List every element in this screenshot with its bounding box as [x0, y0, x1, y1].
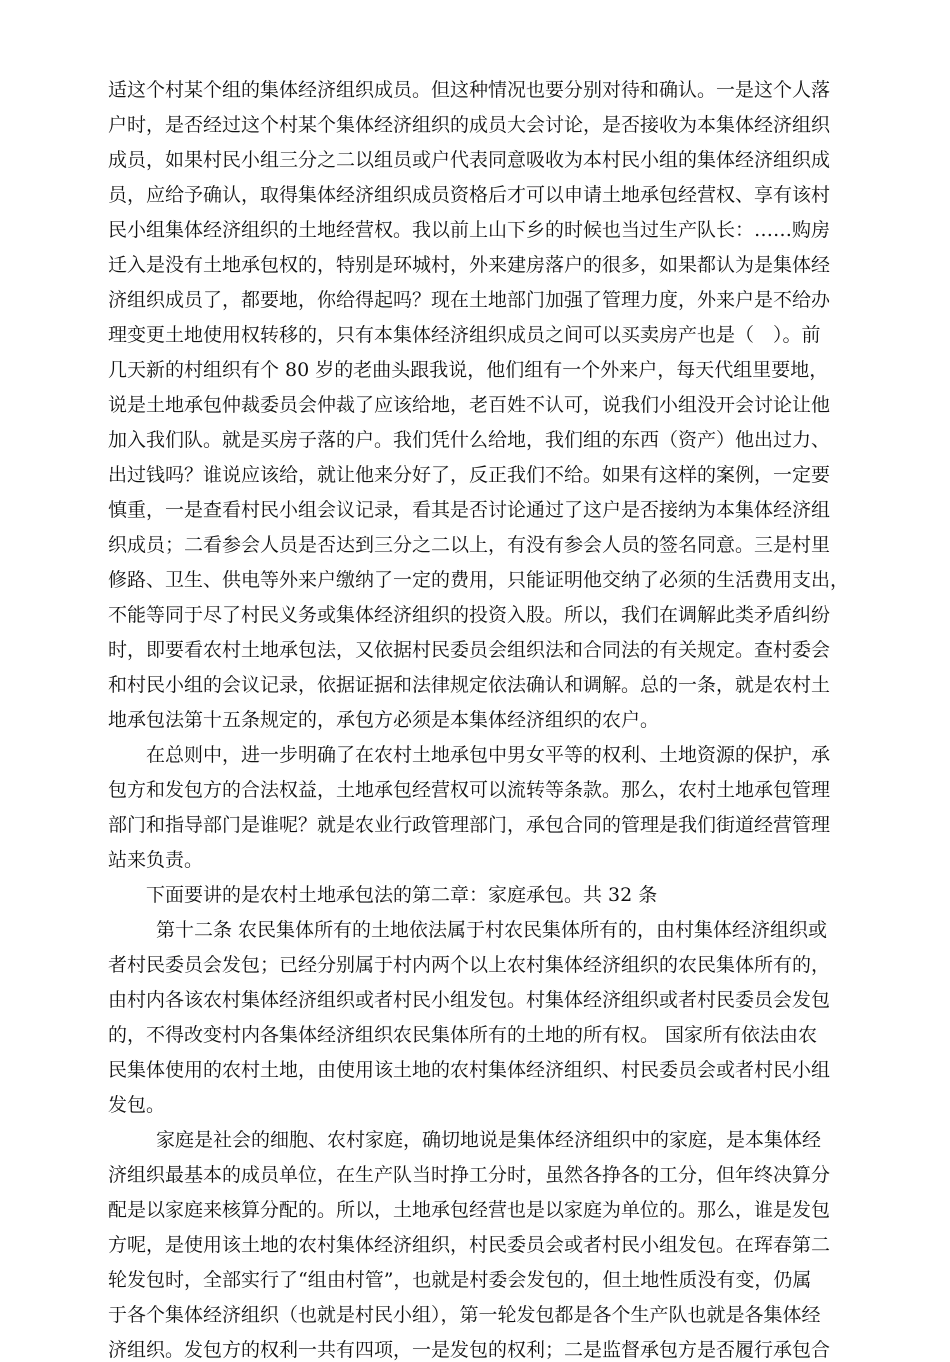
- text-line-2: 户时，是否经过这个村某个集体经济组织的成员大会讨论，是否接收为本集体经济组织: [108, 114, 831, 136]
- text-line-10: 说是土地承包仲裁委员会仲裁了应该给地，老百姓不认可，说我们小组没开会讨论让他: [108, 394, 831, 416]
- text-line-15: 修路、卫生、供电等外来户缴纳了一定的费用，只能证明他交纳了必须的生活费用支出，: [108, 569, 850, 591]
- text-line-11: 加入我们队。就是买房子落的户。我们凭什么给地，我们组的东西（资产）他出过力、: [108, 429, 831, 451]
- text-line-32: 济组织最基本的成员单位，在生产队当时挣工分时，虽然各挣各的工分，但年终决算分: [108, 1164, 831, 1186]
- text-line-4: 员，应给予确认，取得集体经济组织成员资格后才可以申请土地承包经营权、享有该村: [108, 184, 831, 206]
- text-line-30: 发包。: [108, 1094, 166, 1116]
- text-line-33: 配是以家庭来核算分配的。所以，土地承包经营也是以家庭为单位的。那么，谁是发包: [108, 1199, 831, 1221]
- text-line-27: 由村内各该农村集体经济组织或者村民小组发包。村集体经济组织或者村民委员会发包: [108, 989, 831, 1011]
- text-line-37: 济组织。发包方的权利一共有四项，一是发包的权利；二是监督承包方是否履行承包合: [108, 1339, 831, 1361]
- text-line-9: 几天新的村组织有个 80 岁的老曲头跟我说，他们组有一个外来户，每天代组里要地，: [108, 359, 829, 381]
- text-line-20: 在总则中，进一步明确了在农村土地承包中男女平等的权利、土地资源的保护，承: [146, 744, 831, 766]
- text-line-24: 下面要讲的是农村土地承包法的第二章：家庭承包。共 32 条: [146, 884, 658, 906]
- text-line-3: 成员，如果村民小组三分之二以组员或户代表同意吸收为本村民小组的集体经济组织成: [108, 149, 831, 171]
- text-line-17: 时，即要看农村土地承包法，又依据村民委员会组织法和合同法的有关规定。查村委会: [108, 639, 831, 661]
- text-line-23: 站来负责。: [108, 849, 204, 871]
- text-line-12: 出过钱吗？谁说应该给，就让他来分好了，反正我们不给。如果有这样的案例，一定要: [108, 464, 831, 486]
- text-line-14: 织成员；二看参会人员是否达到三分之二以上，有没有参会人员的签名同意。三是村里: [108, 534, 831, 556]
- text-line-29: 民集体使用的农村土地，由使用该土地的农村集体经济组织、村民委员会或者村民小组: [108, 1059, 831, 1081]
- text-line-31: 家庭是社会的细胞、农村家庭，确切地说是集体经济组织中的家庭，是本集体经: [156, 1129, 822, 1151]
- text-line-19: 地承包法第十五条规定的，承包方必须是本集体经济组织的农户。: [108, 709, 660, 731]
- text-line-26: 者村民委员会发包；已经分别属于村内两个以上农村集体经济组织的农民集体所有的，: [108, 954, 831, 976]
- text-line-1: 适这个村某个组的集体经济组织成员。但这种情况也要分别对待和确认。一是这个人落: [108, 79, 831, 101]
- text-line-21: 包方和发包方的合法权益，土地承包经营权可以流转等条款。那么，农村土地承包管理: [108, 779, 831, 801]
- text-line-16: 不能等同于尽了村民义务或集体经济组织的投资入股。所以，我们在调解此类矛盾纠纷: [108, 604, 831, 626]
- text-line-28: 的，不得改变村内各集体经济组织农民集体所有的土地的所有权。 国家所有依法由农: [108, 1024, 818, 1046]
- text-line-8: 理变更土地使用权转移的，只有本集体经济组织成员之间可以买卖房产也是（ ）。前: [108, 324, 821, 346]
- text-line-5: 民小组集体经济组织的土地经营权。我以前上山下乡的时候也当过生产队长：……购房: [108, 219, 831, 241]
- text-line-13: 慎重，一是查看村民小组会议记录，看其是否讨论通过了这户是否接纳为本集体经济组: [108, 499, 831, 521]
- text-line-6: 迁入是没有土地承包权的，特别是环城村，外来建房落户的很多，如果都认为是集体经: [108, 254, 831, 276]
- text-line-18: 和村民小组的会议记录，依据证据和法律规定依法确认和调解。总的一条，就是农村土: [108, 674, 831, 696]
- text-line-7: 济组织成员了，都要地，你给得起吗？现在土地部门加强了管理力度，外来户是不给办: [108, 289, 831, 311]
- text-line-34: 方呢，是使用该土地的农村集体经济组织，村民委员会或者村民小组发包。在珲春第二: [108, 1234, 831, 1256]
- text-line-25: 第十二条 农民集体所有的土地依法属于村农民集体所有的，由村集体经济组织或: [156, 919, 828, 941]
- text-line-22: 部门和指导部门是谁呢？就是农业行政管理部门，承包合同的管理是我们街道经营管理: [108, 814, 831, 836]
- text-line-35: 轮发包时，全部实行了“组由村管”，也就是村委会发包的，但土地性质没有变，仍属: [108, 1269, 812, 1291]
- text-line-36: 于各个集体经济组织（也就是村民小组），第一轮发包都是各个生产队也就是各集体经: [108, 1304, 821, 1326]
